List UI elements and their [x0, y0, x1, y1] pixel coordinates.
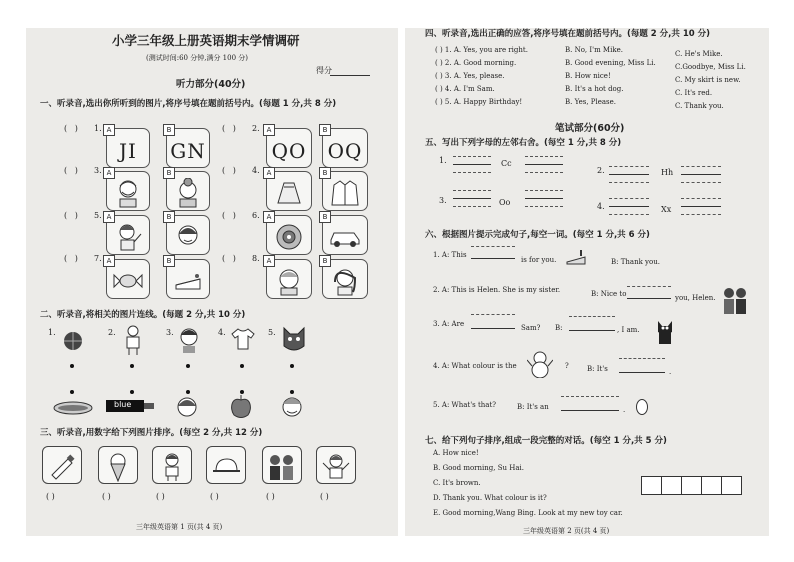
order-box-3[interactable]	[681, 476, 702, 495]
toothpaste-icon	[48, 453, 76, 481]
response-option-c[interactable]: C.Goodbye, Miss Li.	[675, 63, 746, 71]
q8-number: 8.	[252, 254, 260, 263]
crayon-tip	[144, 403, 154, 409]
sentence-1-end: is for you.	[521, 256, 557, 264]
q3-number: 3.	[94, 166, 102, 175]
hot-dog-icon	[52, 400, 94, 416]
dialogue-line-a: A. How nice!	[433, 449, 479, 457]
answer-paren[interactable]: ( )	[64, 124, 78, 133]
letter-pair: Hh	[661, 168, 674, 177]
dialogue-line-b: B. Good morning, Su Hai.	[433, 464, 524, 472]
sentence-3-reply: B:	[555, 324, 563, 332]
section-5-heading: 五、写出下列字母的左邻右舍。(每空 1 分,共 8 分)	[425, 138, 622, 148]
answer-paren[interactable]: ( )	[222, 166, 236, 175]
option-a-label: A	[103, 124, 115, 136]
family-icon	[266, 452, 298, 482]
letter-item-number: 3.	[439, 196, 447, 205]
score-label: 得分	[316, 66, 332, 75]
match-dot[interactable]	[240, 364, 244, 368]
match-dot[interactable]	[290, 364, 294, 368]
letter-blank[interactable]	[609, 206, 649, 207]
option-a-label: A	[263, 124, 275, 136]
section-6-heading: 六、根据图片提示完成句子,每空一词。(每空 1 分,共 6 分)	[425, 230, 650, 240]
cd-icon	[275, 223, 303, 251]
option-b-label: B	[163, 124, 175, 136]
response-option-b[interactable]: B. Yes, Please.	[565, 98, 617, 106]
q1-b-letters: GN	[170, 139, 206, 163]
q6-option-a[interactable]: A	[266, 215, 312, 255]
order-box-4[interactable]	[701, 476, 722, 495]
q5-number: 5.	[94, 211, 102, 220]
sentence-3-mid: Sam?	[521, 324, 541, 332]
section-4-heading: 四、听录音,选出正确的应答,将序号填在题前括号内。(每题 2 分,共 10 分)	[425, 29, 711, 39]
q2-number: 2.	[252, 124, 260, 133]
q4-option-a[interactable]: A	[266, 171, 312, 211]
sentence-5-end: .	[623, 406, 626, 414]
response-option-c[interactable]: C. My skirt is new.	[675, 76, 741, 84]
match-dot[interactable]	[70, 390, 74, 394]
q1-option-b[interactable]	[166, 128, 210, 168]
cat-icon	[655, 318, 675, 346]
grandpa-head-icon	[278, 392, 306, 420]
dialogue-line-e: E. Good morning,Wang Bing. Look at my new toy car.	[433, 509, 623, 517]
grandpa-icon	[114, 178, 142, 208]
blue-label: blue	[114, 400, 132, 409]
page-title: 小学三年级上册英语期末学情调研	[112, 33, 300, 48]
sentence-blank[interactable]	[619, 372, 665, 373]
q5-option-a[interactable]: A	[106, 215, 150, 255]
skirt-icon	[275, 180, 303, 206]
letter-blank[interactable]	[681, 206, 721, 207]
ice-cream-icon	[107, 452, 129, 482]
match-number: 1.	[48, 328, 56, 337]
match-dot[interactable]	[186, 364, 190, 368]
sentence-1-start: 1. A: This	[433, 251, 467, 259]
sentence-blank[interactable]	[471, 328, 515, 329]
cake-icon	[565, 248, 587, 266]
letter-blank[interactable]	[525, 164, 563, 165]
car-icon	[328, 226, 362, 248]
letter-blank[interactable]	[609, 174, 649, 175]
sisters-icon	[721, 286, 749, 316]
boy-waving-icon	[322, 452, 350, 482]
response-question: ( ) 1. A. Yes, you are right.	[435, 46, 528, 54]
egg-icon	[635, 398, 649, 416]
sentence-4-end: .	[669, 368, 672, 376]
section-7-heading: 七、给下列句子排序,组成一段完整的对话。(每空 1 分,共 5 分)	[425, 436, 667, 446]
response-option-b[interactable]: B. How nice!	[565, 72, 611, 80]
cap-icon	[211, 456, 241, 478]
q1-a-letters: JI	[119, 139, 137, 163]
order-picture-6[interactable]	[316, 446, 356, 484]
woman-icon	[331, 266, 359, 296]
response-question: ( ) 2. A. Good morning.	[435, 59, 517, 67]
sentence-5-start: 5. A: What's that?	[433, 401, 497, 409]
q2-option-a[interactable]	[266, 128, 312, 168]
match-dot[interactable]	[130, 364, 134, 368]
answer-paren[interactable]: ( )	[64, 166, 78, 175]
q3-option-a[interactable]: A	[106, 171, 150, 211]
letter-blank[interactable]	[525, 198, 563, 199]
answer-paren[interactable]: ( )	[64, 254, 78, 263]
sentence-blank[interactable]	[471, 258, 515, 259]
answer-paren[interactable]: ( )	[64, 211, 78, 220]
q2-b-letters: OQ	[327, 139, 363, 163]
q3-option-b[interactable]: B	[166, 171, 210, 211]
sentence-2-reply: B: Nice to	[591, 290, 627, 298]
cake-slice-icon	[173, 269, 203, 293]
sentence-blank[interactable]	[561, 410, 619, 411]
order-paren[interactable]: ( )	[266, 492, 275, 501]
letter-pair: Xx	[661, 205, 672, 214]
apple-icon	[228, 394, 254, 420]
section-2-heading: 二、听录音,将相关的图片连线。(每题 2 分,共 10 分)	[40, 310, 246, 320]
sentence-2-end: you, Helen.	[675, 294, 716, 302]
q2-option-b[interactable]	[322, 128, 368, 168]
grandma-icon	[174, 178, 202, 208]
q6-option-b[interactable]: B	[322, 215, 368, 255]
letter-blank[interactable]	[453, 198, 491, 199]
q7-option-b[interactable]: B	[166, 259, 210, 299]
answer-paren[interactable]: ( )	[222, 254, 236, 263]
page-footer: 三年级英语第 2 页(共 4 页)	[523, 527, 610, 535]
sentence-3-start: 3. A: Are	[433, 320, 465, 328]
answer-paren[interactable]: ( )	[222, 211, 236, 220]
boy-icon	[160, 452, 184, 482]
sentence-4-reply: B: It's	[587, 365, 608, 373]
response-question: ( ) 3. A. Yes, please.	[435, 72, 505, 80]
order-paren[interactable]: ( )	[210, 492, 219, 501]
waving-girl-icon	[113, 222, 143, 252]
score-blank[interactable]	[330, 75, 370, 76]
order-paren[interactable]: ( )	[46, 492, 55, 501]
ball-icon	[62, 330, 84, 352]
option-b-label: B	[319, 124, 331, 136]
q2-a-letters: QO	[271, 139, 307, 163]
kid-face-icon	[176, 326, 202, 354]
response-option-c[interactable]: C. It's red.	[675, 89, 713, 97]
response-option-b[interactable]: B. It's a hot dog.	[565, 85, 624, 93]
dialogue-line-c: C. It's brown.	[433, 479, 481, 487]
response-question: ( ) 4. A. I'm Sam.	[435, 85, 495, 93]
sentence-4-qmark: ?	[565, 362, 569, 370]
letter-item-number: 4.	[597, 202, 605, 211]
blue-crayon	[106, 400, 144, 412]
order-paren[interactable]: ( )	[102, 492, 111, 501]
listening-heading: 听力部分(40分)	[176, 79, 246, 90]
q1-number: 1.	[94, 124, 102, 133]
test-info: (测试时间:60 分钟,满分 100 分)	[146, 54, 248, 62]
order-picture-5[interactable]	[262, 446, 302, 484]
letter-blank[interactable]	[453, 164, 491, 165]
q7-option-a[interactable]: A	[106, 259, 150, 299]
letter-blank[interactable]	[681, 174, 721, 175]
jacket-icon	[330, 179, 360, 207]
sentence-3-end: , I am.	[617, 326, 640, 334]
dialogue-line-d: D. Thank you. What colour is it?	[433, 494, 547, 502]
page-footer: 三年级英语第 1 页(共 4 页)	[136, 523, 223, 531]
girl-face-icon	[174, 222, 202, 252]
response-option-b[interactable]: B. No, I'm Mike.	[565, 46, 623, 54]
order-picture-4[interactable]	[206, 446, 246, 484]
right-page	[405, 28, 769, 536]
response-option-c[interactable]: C. He's Mike.	[675, 50, 723, 58]
order-box-5[interactable]	[721, 476, 742, 495]
q8-option-b[interactable]: B	[322, 259, 368, 299]
letter-item-number: 1.	[439, 156, 447, 165]
q7-number: 7.	[94, 254, 102, 263]
sentence-4-start: 4. A: What colour is the	[433, 362, 517, 370]
letter-pair: Oo	[499, 198, 511, 207]
answer-paren[interactable]: ( )	[222, 124, 236, 133]
order-picture-3[interactable]	[152, 446, 192, 484]
order-paren[interactable]: ( )	[320, 492, 329, 501]
t-shirt-icon	[230, 327, 256, 351]
sentence-1-reply: B: Thank you.	[611, 258, 660, 266]
response-option-c[interactable]: C. Thank you.	[675, 102, 724, 110]
match-number: 4.	[218, 328, 226, 337]
cat-mask-icon	[280, 324, 308, 354]
candy-icon	[112, 270, 144, 292]
q5-option-b[interactable]: B	[166, 215, 210, 255]
letter-item-number: 2.	[597, 166, 605, 175]
q8-option-a[interactable]: A	[266, 259, 312, 299]
sentence-5-reply: B: It's an	[517, 403, 549, 411]
section-3-heading: 三、听录音,用数字给下列图片排序。(每空 2 分,共 12 分)	[40, 428, 263, 438]
match-number: 3.	[166, 328, 174, 337]
girl-head-icon	[174, 394, 200, 420]
left-page	[26, 28, 398, 536]
order-box-1[interactable]	[641, 476, 662, 495]
q4-number: 4.	[252, 166, 260, 175]
snowman-icon	[527, 350, 553, 378]
q4-option-b[interactable]: B	[322, 171, 368, 211]
response-question: ( ) 5. A. Happy Birthday!	[435, 98, 523, 106]
match-dot[interactable]	[70, 364, 74, 368]
sentence-blank[interactable]	[569, 330, 615, 331]
q1-option-a[interactable]	[106, 128, 150, 168]
match-number: 5.	[268, 328, 276, 337]
match-dot[interactable]	[130, 390, 134, 394]
response-option-b[interactable]: B. Good evening, Miss Li.	[565, 59, 656, 67]
order-paren[interactable]: ( )	[156, 492, 165, 501]
order-picture-2[interactable]	[98, 446, 138, 484]
order-box-2[interactable]	[661, 476, 682, 495]
q6-number: 6.	[252, 211, 260, 220]
old-woman-icon	[275, 266, 303, 296]
section-1-heading: 一、听录音,选出你所听到的图片,将序号填在题前括号内。(每题 1 分,共 8 分)	[40, 99, 337, 109]
written-heading: 笔试部分(60分)	[555, 123, 625, 134]
match-number: 2.	[108, 328, 116, 337]
sentence-blank[interactable]	[627, 298, 671, 299]
order-picture-1[interactable]	[42, 446, 82, 484]
sentence-2-start: 2. A: This is Helen. She is my sister.	[433, 286, 561, 294]
letter-pair: Cc	[501, 159, 512, 168]
boy-standing-icon	[120, 324, 146, 356]
